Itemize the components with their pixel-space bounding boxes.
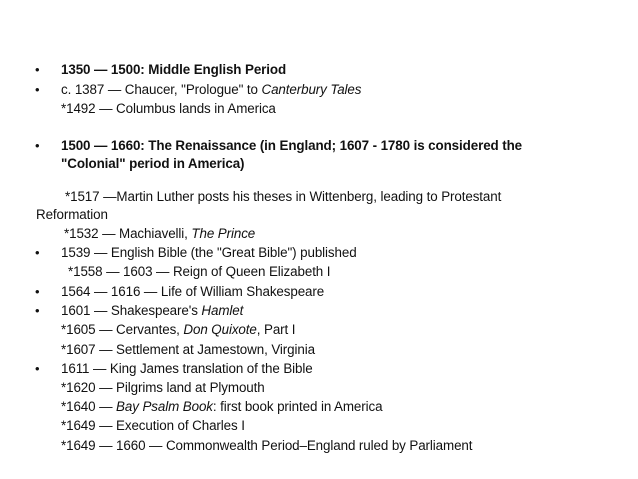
chaucer-text xyxy=(61,81,361,99)
great-bible-text: 1539 — English Bible (the "Great Bible") published xyxy=(61,245,357,260)
bullet: • xyxy=(35,138,40,153)
bay-psalm-text xyxy=(61,398,382,416)
bullet: • xyxy=(35,284,40,299)
bullet: • xyxy=(35,245,40,260)
bullet: • xyxy=(35,303,40,318)
cervantes-suffix: , Part I xyxy=(256,322,296,337)
chaucer-prefix: c. 1387 — Chaucer, "Prologue" to xyxy=(61,82,262,97)
the-prince-title: The Prince xyxy=(191,226,256,241)
hamlet-prefix: 1601 — Shakespeare's xyxy=(61,303,202,318)
columbus-text: *1492 — Columbus lands in America xyxy=(61,101,276,116)
hamlet-text xyxy=(61,302,243,320)
luther-text-cont: Reformation xyxy=(36,207,108,222)
jamestown-text: *1607 — Settlement at Jamestown, Virginia xyxy=(61,342,315,357)
don-quixote-title: Don Quixote xyxy=(183,322,257,337)
bullet: • xyxy=(35,62,40,77)
machiavelli-prefix: *1532 — Machiavelli, xyxy=(64,226,192,241)
heading-renaissance: 1500 — 1660: The Renaissance (in England; 1607 - 1780 is considered the xyxy=(61,138,523,153)
luther-text: *1517 —Martin Luther posts his theses in Wittenberg, leading to Protestant xyxy=(65,189,502,204)
pilgrims-text: *1620 — Pilgrims land at Plymouth xyxy=(61,380,265,395)
bay-psalm-prefix: *1640 — xyxy=(61,399,117,414)
bay-psalm-suffix: : first book printed in America xyxy=(212,399,383,414)
hamlet-title: Hamlet xyxy=(201,303,244,318)
king-james-text: 1611 — King James translation of the Bible xyxy=(61,361,313,376)
heading-renaissance-cont: "Colonial" period in America) xyxy=(61,156,245,171)
bullet: • xyxy=(35,361,40,376)
bullet: • xyxy=(35,82,40,97)
commonwealth-text: *1649 — 1660 — Commonwealth Period–England ruled by Parliament xyxy=(61,438,473,453)
charles-text: *1649 — Execution of Charles I xyxy=(61,418,245,433)
shakespeare-life-text: 1564 — 1616 — Life of William Shakespeare xyxy=(61,284,325,299)
heading-middle-english: 1350 — 1500: Middle English Period xyxy=(61,62,287,77)
canterbury-tales-title: Canterbury Tales xyxy=(261,82,362,97)
bay-psalm-title: Bay Psalm Book xyxy=(116,399,213,414)
cervantes-text xyxy=(61,321,295,339)
elizabeth-text: *1558 — 1603 — Reign of Queen Elizabeth I xyxy=(68,264,331,279)
cervantes-prefix: *1605 — Cervantes, xyxy=(61,322,184,337)
machiavelli-text xyxy=(64,225,255,243)
